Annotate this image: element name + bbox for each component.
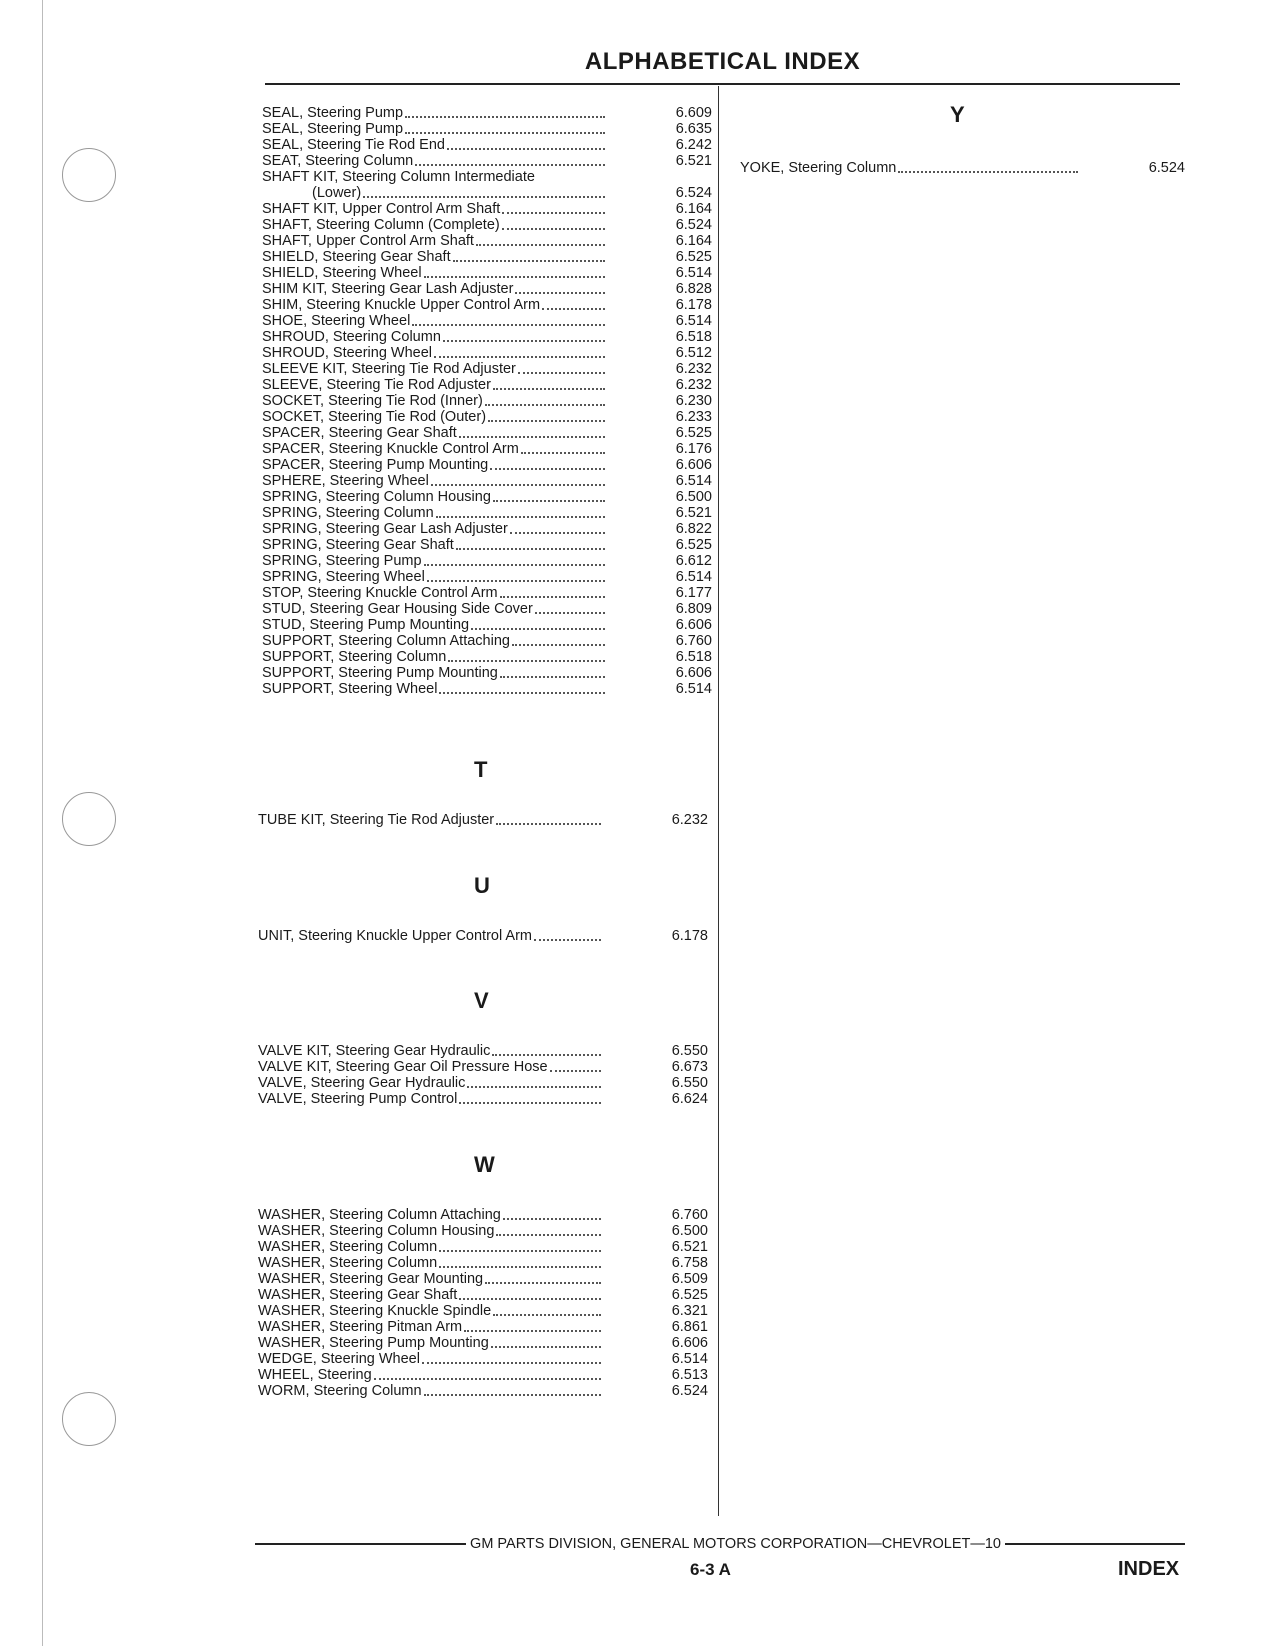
dot-leader	[363, 196, 605, 198]
entry-name: WASHER, Steering Knuckle Spindle	[258, 1303, 492, 1319]
entry-name: WASHER, Steering Pump Mounting	[258, 1335, 489, 1351]
entry-name: SPRING, Steering Pump	[262, 553, 422, 569]
index-entry	[262, 537, 712, 553]
entry-page: 6.514	[675, 569, 712, 585]
entry-name: SHROUD, Steering Wheel	[262, 345, 433, 361]
dot-leader	[898, 171, 1078, 173]
index-entry	[258, 1351, 708, 1367]
index-entry	[740, 160, 1185, 176]
index-entry	[262, 457, 712, 473]
index-entry	[262, 665, 712, 681]
entry-name: SHAFT KIT, Steering Column Intermediate	[262, 169, 535, 185]
punch-hole	[62, 792, 116, 846]
index-entry	[262, 377, 712, 393]
dot-leader	[502, 228, 605, 230]
dot-leader	[476, 244, 605, 246]
footer-publisher-line	[255, 1536, 1185, 1552]
entry-name: TUBE KIT, Steering Tie Rod Adjuster	[258, 812, 495, 828]
entry-name: SHIELD, Steering Gear Shaft	[262, 249, 451, 265]
index-entry	[262, 121, 712, 137]
index-entry	[262, 105, 712, 121]
dot-leader	[431, 484, 605, 486]
dot-leader	[424, 564, 605, 566]
index-entry	[262, 233, 712, 249]
dot-leader	[447, 148, 605, 150]
index-entry	[262, 409, 712, 425]
entry-name: STUD, Steering Gear Housing Side Cover	[262, 601, 533, 617]
index-entry	[258, 1319, 708, 1335]
dot-leader	[415, 164, 605, 166]
entry-name: SEAL, Steering Pump	[262, 121, 404, 137]
index-entry	[258, 1367, 708, 1383]
entry-page: 6.176	[675, 441, 712, 457]
entry-page: 6.524	[675, 185, 712, 201]
dot-leader	[542, 308, 605, 310]
section-letter-heading: U	[474, 873, 490, 898]
dot-leader	[503, 1218, 601, 1220]
index-entry	[262, 633, 712, 649]
section-label: INDEX	[1118, 1558, 1180, 1580]
entry-name: SPACER, Steering Knuckle Control Arm	[262, 441, 519, 457]
dot-leader	[405, 132, 605, 134]
entry-name: SHIM, Steering Knuckle Upper Control Arm	[262, 297, 541, 313]
entry-name: WASHER, Steering Gear Mounting	[258, 1271, 484, 1287]
dot-leader	[502, 212, 605, 214]
entry-name: SLEEVE, Steering Tie Rod Adjuster	[262, 377, 491, 393]
index-entry	[258, 1091, 708, 1107]
entry-page: 6.521	[675, 505, 712, 521]
entry-page: 6.525	[675, 537, 712, 553]
section-letter-heading: Y	[950, 102, 965, 127]
entry-name: SUPPORT, Steering Wheel	[262, 681, 438, 697]
entry-name: STOP, Steering Knuckle Control Arm	[262, 585, 498, 601]
index-entry	[262, 393, 712, 409]
dot-leader	[456, 548, 605, 550]
entry-page: 6.606	[675, 457, 712, 473]
entry-page: 6.514	[675, 681, 712, 697]
dot-leader	[493, 388, 605, 390]
entry-name: SHIELD, Steering Wheel	[262, 265, 422, 281]
entry-page: 6.828	[675, 281, 712, 297]
entry-page: 6.809	[675, 601, 712, 617]
entry-page: 6.760	[675, 633, 712, 649]
entry-page: 6.164	[675, 233, 712, 249]
entry-page: 6.550	[671, 1043, 708, 1059]
footer-rule	[255, 1543, 466, 1545]
dot-leader	[443, 340, 605, 342]
entry-page: 6.525	[675, 249, 712, 265]
entry-name: SHOE, Steering Wheel	[262, 313, 411, 329]
index-entry	[262, 137, 712, 153]
entry-page: 6.525	[675, 425, 712, 441]
dot-leader	[439, 1266, 601, 1268]
index-entry	[262, 473, 712, 489]
entry-page: 6.612	[675, 553, 712, 569]
entry-page: 6.177	[675, 585, 712, 601]
entry-page: 6.624	[671, 1091, 708, 1107]
entry-page: 6.606	[675, 665, 712, 681]
dot-leader	[436, 516, 605, 518]
entry-name: SLEEVE KIT, Steering Tie Rod Adjuster	[262, 361, 516, 377]
dot-leader	[485, 404, 605, 406]
entry-page: 6.758	[671, 1255, 708, 1271]
entry-name: SHAFT, Upper Control Arm Shaft	[262, 233, 474, 249]
entry-page: 6.524	[675, 217, 712, 233]
entry-name: WASHER, Steering Column	[258, 1239, 438, 1255]
entry-name: SHROUD, Steering Column	[262, 329, 441, 345]
footer-publisher: GM PARTS DIVISION, GENERAL MOTORS CORPORATION—CHEVROLET—10	[470, 1536, 1001, 1552]
entry-name: VALVE KIT, Steering Gear Oil Pressure Hose	[258, 1059, 548, 1075]
dot-leader	[550, 1070, 601, 1072]
entry-page: 6.514	[675, 473, 712, 489]
section-letter-heading: W	[474, 1152, 495, 1177]
index-entry	[258, 812, 708, 828]
entry-name: WASHER, Steering Column Attaching	[258, 1207, 501, 1223]
scan-edge-line	[42, 0, 43, 1646]
dot-leader	[434, 356, 605, 358]
entry-name: SPRING, Steering Gear Lash Adjuster	[262, 521, 508, 537]
dot-leader	[518, 372, 605, 374]
entry-name: VALVE, Steering Gear Hydraulic	[258, 1075, 466, 1091]
dot-leader	[500, 676, 605, 678]
index-entry	[258, 928, 708, 944]
entry-page: 6.673	[671, 1059, 708, 1075]
index-entry	[262, 217, 712, 233]
index-entry	[262, 601, 712, 617]
entry-name: SHAFT KIT, Upper Control Arm Shaft	[262, 201, 501, 217]
index-entry	[262, 585, 712, 601]
dot-leader	[424, 1394, 601, 1396]
dot-leader	[448, 660, 605, 662]
entry-name: SPACER, Steering Gear Shaft	[262, 425, 457, 441]
index-entry	[258, 1223, 708, 1239]
entry-page: 6.514	[675, 265, 712, 281]
entry-page: 6.550	[671, 1075, 708, 1091]
entry-page: 6.500	[675, 489, 712, 505]
entry-page: 6.524	[1148, 160, 1185, 176]
entry-page: 6.514	[675, 313, 712, 329]
index-entry	[262, 249, 712, 265]
entry-page: 6.518	[675, 329, 712, 345]
dot-leader	[493, 500, 605, 502]
entry-page: 6.178	[675, 297, 712, 313]
dot-leader	[439, 1250, 601, 1252]
index-entry	[262, 649, 712, 665]
index-entry	[262, 489, 712, 505]
dot-leader	[427, 580, 605, 582]
index-entry	[262, 441, 712, 457]
entry-name: SPRING, Steering Gear Shaft	[262, 537, 454, 553]
dot-leader	[500, 596, 605, 598]
punch-hole	[62, 148, 116, 202]
entry-page: 6.606	[675, 617, 712, 633]
entry-name: VALVE KIT, Steering Gear Hydraulic	[258, 1043, 491, 1059]
entry-page: 6.609	[675, 105, 712, 121]
entry-page: 6.524	[671, 1383, 708, 1399]
entry-page: 6.514	[671, 1351, 708, 1367]
entry-name: SOCKET, Steering Tie Rod (Outer)	[262, 409, 487, 425]
entry-page: 6.232	[675, 377, 712, 393]
entry-name: SEAT, Steering Column	[262, 153, 414, 169]
section-letter-heading: T	[474, 757, 488, 782]
index-entry	[262, 681, 712, 697]
dot-leader	[422, 1362, 601, 1364]
entry-name: SHAFT, Steering Column (Complete)	[262, 217, 500, 233]
entry-name: SPACER, Steering Pump Mounting	[262, 457, 489, 473]
index-entry	[262, 313, 712, 329]
entry-page: 6.513	[671, 1367, 708, 1383]
dot-leader	[521, 452, 605, 454]
entry-name: WHEEL, Steering	[258, 1367, 372, 1383]
entry-page: 6.521	[671, 1239, 708, 1255]
entry-name: SPHERE, Steering Wheel	[262, 473, 429, 489]
entry-page: 6.861	[671, 1319, 708, 1335]
entry-name: STUD, Steering Pump Mounting	[262, 617, 470, 633]
entry-name: YOKE, Steering Column	[740, 160, 897, 176]
entry-page: 6.178	[671, 928, 708, 944]
entry-page: 6.242	[675, 137, 712, 153]
entry-page: 6.232	[675, 361, 712, 377]
entry-page: 6.635	[675, 121, 712, 137]
index-entry	[258, 1075, 708, 1091]
index-entry	[262, 617, 712, 633]
index-entry	[262, 297, 712, 313]
dot-leader	[459, 1102, 601, 1104]
entry-page: 6.822	[675, 521, 712, 537]
entry-page: 6.233	[675, 409, 712, 425]
page-title: ALPHABETICAL INDEX	[584, 48, 861, 75]
entry-name: WORM, Steering Column	[258, 1383, 422, 1399]
index-entry	[262, 505, 712, 521]
entry-page: 6.500	[671, 1223, 708, 1239]
entry-page: 6.232	[671, 812, 708, 828]
dot-leader	[492, 1054, 601, 1056]
dot-leader	[412, 324, 605, 326]
entry-name: SEAL, Steering Pump	[262, 105, 404, 121]
entry-page: 6.521	[675, 153, 712, 169]
dot-leader	[488, 420, 605, 422]
dot-leader	[491, 1346, 601, 1348]
dot-leader	[485, 1282, 601, 1284]
title-rule	[265, 83, 1180, 85]
entry-name: WASHER, Steering Gear Shaft	[258, 1287, 458, 1303]
column-divider	[718, 86, 719, 1516]
entry-name: SUPPORT, Steering Pump Mounting	[262, 665, 498, 681]
section-letter-heading: V	[474, 988, 489, 1013]
index-entry	[258, 1383, 708, 1399]
index-entry	[262, 153, 712, 169]
dot-leader	[496, 1234, 601, 1236]
dot-leader	[464, 1330, 601, 1332]
dot-leader	[510, 532, 605, 534]
entry-name: SOCKET, Steering Tie Rod (Inner)	[262, 393, 483, 409]
dot-leader	[374, 1378, 601, 1380]
index-entry	[258, 1335, 708, 1351]
dot-leader	[493, 1314, 601, 1316]
dot-leader	[453, 260, 605, 262]
entry-name: SPRING, Steering Wheel	[262, 569, 425, 585]
punch-hole	[62, 1392, 116, 1446]
index-entry	[258, 1303, 708, 1319]
index-entry	[262, 281, 712, 297]
entry-name: SPRING, Steering Column Housing	[262, 489, 491, 505]
entry-name: SEAL, Steering Tie Rod End	[262, 137, 445, 153]
entry-name: WASHER, Steering Column	[258, 1255, 438, 1271]
dot-leader	[459, 1298, 601, 1300]
index-entry	[258, 1271, 708, 1287]
entry-page: 6.512	[675, 345, 712, 361]
dot-leader	[515, 292, 605, 294]
entry-name: SHIM KIT, Steering Gear Lash Adjuster	[262, 281, 514, 297]
dot-leader	[439, 692, 605, 694]
index-entry	[262, 329, 712, 345]
index-entry	[262, 265, 712, 281]
entry-name: WASHER, Steering Column Housing	[258, 1223, 495, 1239]
entry-name-continuation: (Lower)	[312, 185, 362, 201]
index-entry	[262, 185, 712, 201]
index-entry	[262, 201, 712, 217]
dot-leader	[467, 1086, 601, 1088]
entry-page: 6.164	[675, 201, 712, 217]
index-entry	[258, 1239, 708, 1255]
footer-rule	[1005, 1543, 1185, 1545]
entry-name: UNIT, Steering Knuckle Upper Control Arm	[258, 928, 532, 944]
dot-leader	[471, 628, 605, 630]
entry-page: 6.509	[671, 1271, 708, 1287]
entry-name: SPRING, Steering Column	[262, 505, 434, 521]
index-entry	[262, 425, 712, 441]
entry-page: 6.760	[671, 1207, 708, 1223]
index-entry	[262, 361, 712, 377]
index-entry	[258, 1059, 708, 1075]
index-entry	[262, 569, 712, 585]
index-entry	[258, 1255, 708, 1271]
dot-leader	[459, 436, 605, 438]
entry-name: WEDGE, Steering Wheel	[258, 1351, 420, 1367]
entry-name: SUPPORT, Steering Column Attaching	[262, 633, 510, 649]
entry-name: SUPPORT, Steering Column	[262, 649, 447, 665]
index-entry	[262, 345, 712, 361]
dot-leader	[512, 644, 605, 646]
index-entry	[262, 553, 712, 569]
entry-page: 6.230	[675, 393, 712, 409]
dot-leader	[534, 939, 601, 941]
entry-name: VALVE, Steering Pump Control	[258, 1091, 458, 1107]
dot-leader	[424, 276, 605, 278]
dot-leader	[496, 823, 601, 825]
entry-name: WASHER, Steering Pitman Arm	[258, 1319, 463, 1335]
dot-leader	[405, 116, 605, 118]
dot-leader	[535, 612, 605, 614]
entry-page: 6.525	[671, 1287, 708, 1303]
index-entry	[258, 1043, 708, 1059]
entry-page: 6.518	[675, 649, 712, 665]
index-entry	[258, 1207, 708, 1223]
entry-page: 6.606	[671, 1335, 708, 1351]
entry-page: 6.321	[671, 1303, 708, 1319]
index-entry	[262, 521, 712, 537]
page-number: 6-3 A	[690, 1560, 731, 1579]
dot-leader	[490, 468, 605, 470]
index-entry	[258, 1287, 708, 1303]
